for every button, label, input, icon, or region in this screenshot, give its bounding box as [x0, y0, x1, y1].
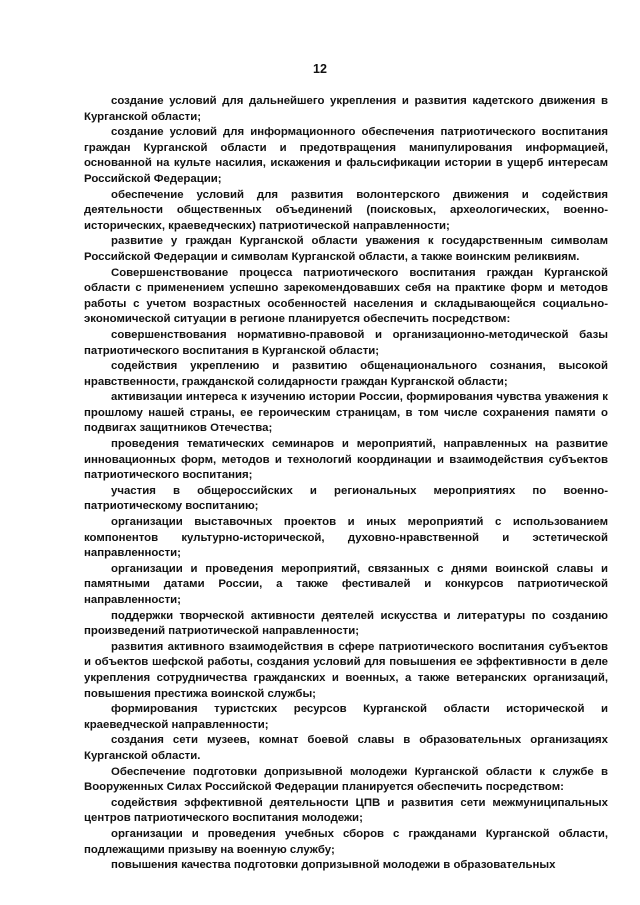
paragraph: создание условий для информационного обеспечения патриотического воспитания граждан Курганской области и предотвращения манипулирования информацией, основанной на культе насилия, искажения и фальсификации истории в ущерб интересам Российской Федерации; — [84, 126, 608, 185]
paragraph: организации и проведения учебных сборов с гражданами Курганской области, подлежащими призыву на военную службу; — [84, 827, 608, 856]
paragraph: проведения тематических семинаров и мероприятий, направленных на развитие инновационных форм, методов и технологий координации и взаимодействия субъектов патриотического воспитания; — [84, 438, 608, 482]
paragraph: повышения качества подготовки допризывной молодежи в образовательных — [111, 859, 556, 872]
paragraph: создания сети музеев, комнат боевой славы в образовательных организациях Курганской области. — [84, 734, 608, 762]
document-body — [84, 94, 608, 874]
paragraph: создание условий для дальнейшего укрепления и развития кадетского движения в Курганской области; — [84, 95, 608, 123]
paragraph: развития активного взаимодействия в сфере патриотического воспитания субъектов и объектов шефской работы, создания условий для повышения ее эффективности в деле укрепления сотрудничества гражданских и военных, а также ветеранских организаций, повышения престижа воинской службы; — [84, 640, 608, 700]
paragraph: Совершенствование процесса патриотического воспитания граждан Курганской области с применением успешно зарекомендовавших себя на практике форм и методов работы с учетом возрастных особенностей населения и складывающейся социально-экономической ситуации в регионе планируется обеспечить посредством: — [84, 266, 608, 326]
paragraph: поддержки творческой активности деятелей искусства и литературы по созданию произведений патриотической направленности; — [84, 609, 608, 638]
paragraph: Обеспечение подготовки допризывной молодежи Курганской области к службе в Вооруженных Силах Российской Федерации планируется обеспечить посредством: — [84, 765, 608, 794]
paragraph: активизации интереса к изучению истории России, формирования чувства уважения к прошлому нашей страны, ее героическим страницам, в том числе сохранения памяти о подвигах защитников Отечества; — [84, 391, 608, 435]
paragraph: обеспечение условий для развития волонтерского движения и содействия деятельности общественных объединений (поисковых, археологических, военно-исторических, краеведческих) патриотической направленности; — [84, 188, 608, 232]
paragraph: развитие у граждан Курганской области уважения к государственным символам Российской Федерации и символам Курганской области, а также воинским реликвиям. — [84, 235, 608, 263]
page-number: 12 — [313, 62, 327, 76]
paragraph: содействия укреплению и развитию общенационального сознания, высокой нравственности, гражданской солидарности граждан Курганской области; — [84, 360, 608, 388]
paragraph: организации и проведения мероприятий, связанных с днями воинской славы и памятными датами России, а также фестивалей и конкурсов патриотической направленности; — [84, 562, 608, 606]
paragraph: участия в общероссийских и региональных мероприятиях по военно-патриотическому воспитанию; — [84, 484, 608, 513]
paragraph: организации выставочных проектов и иных мероприятий с использованием компонентов культурно-исторической, духовно-нравственной и эстетической направленности; — [84, 516, 608, 560]
paragraph: совершенствования нормативно-правовой и организационно-методической базы патриотического воспитания в Курганской области; — [84, 328, 608, 357]
paragraph: содействия эффективной деятельности ЦПВ и развития сети межмуниципальных центров патриотического воспитания молодежи; — [84, 796, 608, 825]
paragraph: формирования туристских ресурсов Курганской области исторической и краеведческой направленности; — [84, 703, 608, 731]
